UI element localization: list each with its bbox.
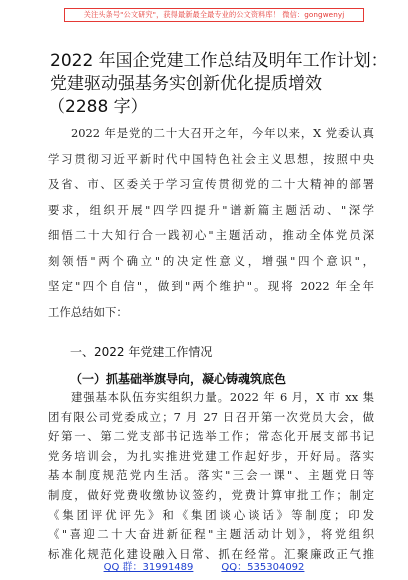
subsection-heading: （一）抓基础举旗导向，凝心铸魂筑底色 bbox=[70, 372, 287, 386]
intro-line: 2022 年是党的二十大召开之年，今年以来，X 党委认真 bbox=[71, 126, 374, 140]
section-heading: 一、2022 年党建工作情况 bbox=[70, 345, 213, 359]
promo-banner: 关注头条号"公文研究"，获得最新最全最专业的公文资料库！ 微信：gongwenyj bbox=[64, 8, 364, 22]
qq-contact-link[interactable]: QQ：535304092 bbox=[221, 562, 305, 573]
footer-contacts bbox=[0, 558, 408, 573]
intro-line: 坚定"四个自信"，做到"两个维护"。现将 2022 年全年 bbox=[48, 279, 374, 293]
body-paragraph bbox=[48, 388, 374, 564]
qq-group-link[interactable]: QQ 群：31991489 bbox=[103, 562, 194, 573]
intro-line: 工作总结如下： bbox=[48, 304, 128, 319]
title-line-2: 党建驱动强基务实创新优化提质增效 bbox=[50, 74, 322, 94]
title-line-1: 2022 年国企党建工作总结及明年工作计划： bbox=[50, 51, 388, 71]
title-line-3: （2288 字） bbox=[48, 97, 148, 117]
body-line: 建强基本队伍夯实组织力量。2022 年 6 月，X 市 xx 集 bbox=[71, 390, 374, 404]
body-line: 标准化规范化建设融入日常、抓在经常。汇聚廉政正气推 bbox=[48, 546, 374, 561]
intro-line: 及省、市、区委关于学习宣传贯彻党的二十大精神的部署 bbox=[48, 177, 374, 191]
intro-line: 刻领悟"两个确立"的决定性意义，增强"四个意识"， bbox=[48, 253, 374, 268]
body-line: 好第一、第二党支部书记选举工作；常态化开展支部书记 bbox=[48, 429, 374, 444]
body-line: 基本制度规范党内生活。落实"三会一课"、主题党日等 bbox=[48, 468, 374, 483]
intro-line: 要求，组织开展"四学四提升"谱新篇主题活动、"深学 bbox=[48, 202, 374, 217]
intro-line: 学习贯彻习近平新时代中国特色社会主义思想，按照中央 bbox=[48, 151, 374, 166]
intro-line: 细悟二十大知行合一践初心"主题活动，推动全体党员深 bbox=[48, 228, 374, 242]
body-line: 团有限公司党委成立；7 月 27 日召开第一次党员大会，做 bbox=[48, 409, 374, 424]
body-line: 《集团评优评先》和《集团谈心谈话》等制度；印发 bbox=[48, 507, 374, 522]
body-line: 党务培训会，为扎实推进党建工作起好步，开好局。落实 bbox=[48, 448, 374, 463]
body-line: 《"喜迎二十大奋进新征程"主题活动计划》，将党组织 bbox=[48, 527, 374, 542]
body-line: 制度，做好党费收缴协议签约，党费计算审批工作；制定 bbox=[48, 487, 374, 502]
intro-paragraph bbox=[48, 121, 374, 325]
